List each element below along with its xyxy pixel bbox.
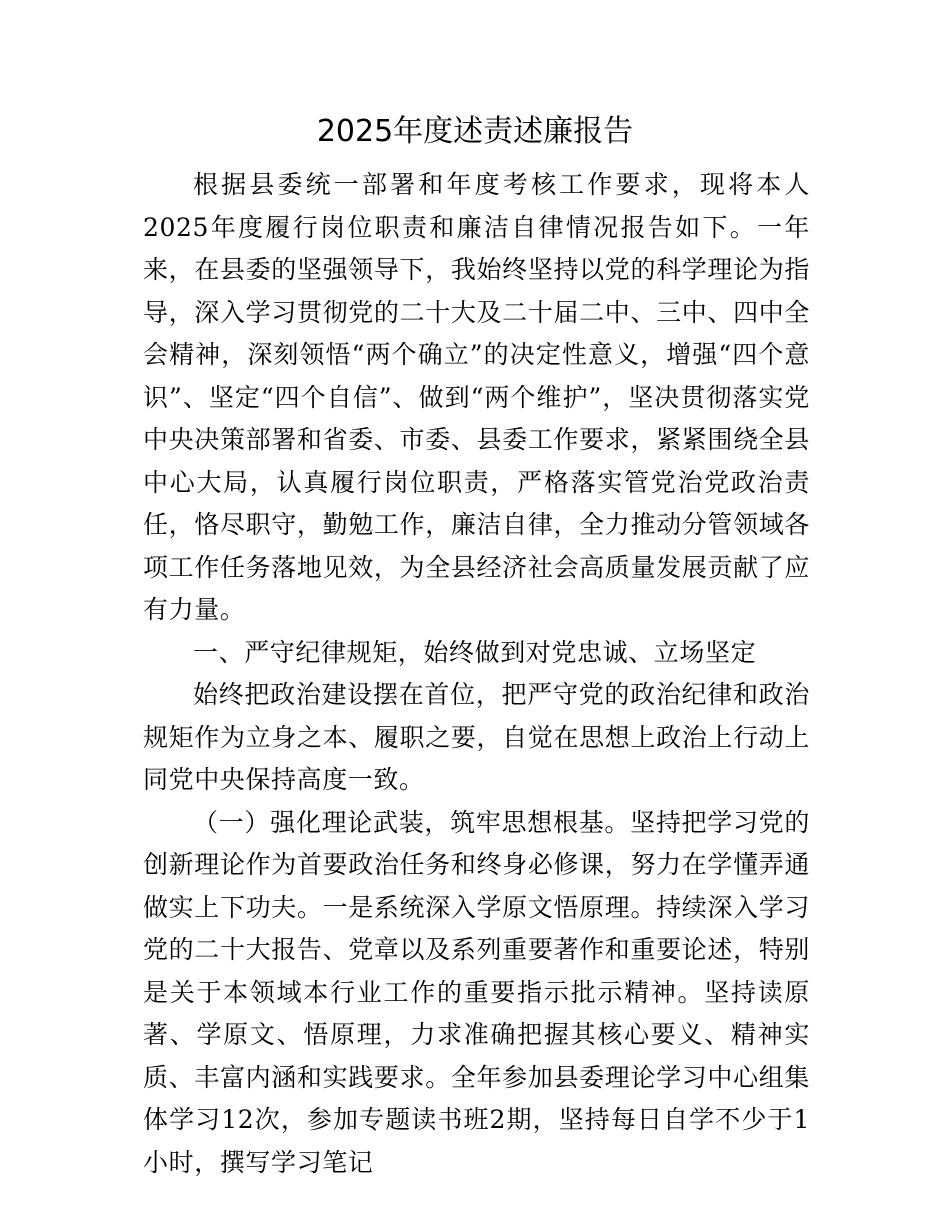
section-1-paragraph: 始终把政治建设摆在首位，把严守党的政治纪律和政治规矩作为立身之本、履职之要，自觉在思想上政治上行动上同党中央保持高度一致。 [143,680,810,794]
section-heading-1: 一、严守纪律规矩，始终做到对党忠诚、立场坚定 [193,637,757,667]
intro-paragraph: 根据县委统一部署和年度考核工作要求，现将本人2025年度履行岗位职责和廉洁自律情况报告如下。一年来，在县委的坚强领导下，我始终坚持以党的科学理论为指导，深入学习贯彻党的二十大及二十届二中、三中、四中全会精神，深刻领悟“两个确立”的决定性意义，增强“四个意识”、坚定“四个自信”、做到“两个维护”，坚决贯彻落实党中央决策部署和省委、市委、县委工作要求，紧紧围绕全县中心大局，认真履行岗位职责，严格落实管党治党政治责任，恪尽职守，勤勉工作，廉洁自律，全力推动分管领域各项工作任务落地见效，为全县经济社会高质量发展贡献了应有力量。 [143,170,810,624]
document-title: 2025年度述责述廉报告 [316,114,634,149]
document-body [143,164,810,1184]
subsection-1-paragraph: （一）强化理论武装，筑牢思想根基。坚持把学习党的创新理论作为首要政治任务和终身必修课，努力在学懂弄通做实上下功夫。一是系统深入学原文悟原理。持续深入学习党的二十大报告、党章以及系列重要著作和重要论述，特别是关于本领域本行业工作的重要指示批示精神。坚持读原著、学原文、悟原理，力求准确把握其核心要义、精神实质、丰富内涵和实践要求。全年参加县委理论学习中心组集体学习12次，参加专题读书班2期，坚持每日自学不少于1小时，撰写学习笔记 [143,807,810,1177]
